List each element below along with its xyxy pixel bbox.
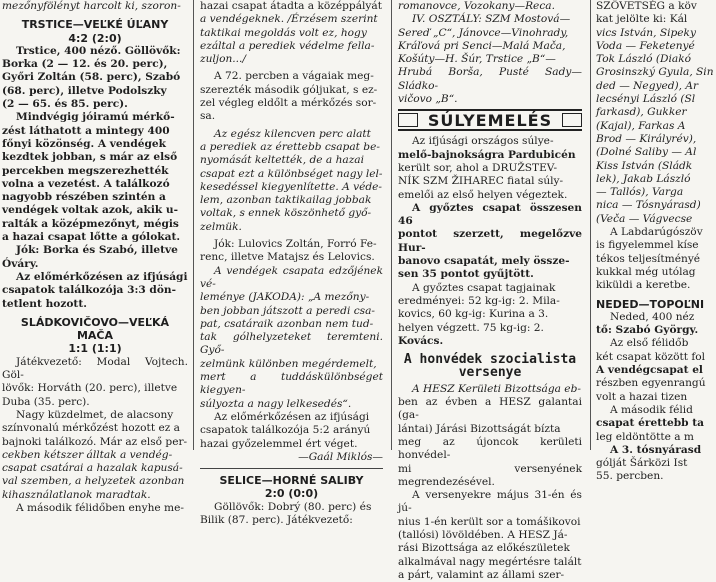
text-line: zuljon.../ xyxy=(200,53,246,66)
text-line: tetlent hozott. xyxy=(2,297,87,310)
text-line: tak gólhelyzeteket teremteni. Győ- xyxy=(200,331,383,357)
column-2 xyxy=(200,0,383,526)
text-line: vičovo „B“. xyxy=(398,93,458,106)
article-paragraph xyxy=(200,70,383,123)
article-paragraph xyxy=(200,411,383,451)
text-line: rási Bizottsága az előkészületek xyxy=(398,542,570,555)
column-3 xyxy=(398,0,582,581)
text-line: Hrubá Borša, Pusté Sady—Sládko- xyxy=(398,66,582,92)
text-line: szerezték második góljukat, s ez- xyxy=(200,83,378,96)
text-line: zel végleg eldőlt a mérkőzés sor- xyxy=(200,97,377,110)
article-paragraph xyxy=(200,128,383,234)
text-line: romanovce, Vozokany—Reca. xyxy=(398,0,555,12)
text-line: zelmünk különben megérdemelt, xyxy=(200,357,377,370)
article-paragraph xyxy=(2,111,188,271)
text-line: Óváry. xyxy=(2,257,39,270)
match-title: SELICE—HORNÉ SALIBY xyxy=(219,474,364,488)
text-line: gólját Šárközi Ist xyxy=(596,457,688,470)
text-line: Neded, 400 néz xyxy=(610,310,695,323)
text-line: val szemben, a helyzetek azonban xyxy=(2,475,185,488)
text-line: ded — Negyed), Ar xyxy=(596,79,699,92)
text-line: lem, azonban taktikailag jobbak xyxy=(200,194,372,207)
text-line: alkalmával nagy megértésre talált xyxy=(398,555,582,568)
article-headline: A honvédek szocialista versenye xyxy=(403,352,577,381)
text-line: Az egész kilencven perc alatt xyxy=(214,127,371,140)
text-line: két csapat között fol xyxy=(596,350,706,363)
article-paragraph xyxy=(200,0,383,66)
text-line: Göllövők: Dobrý (80. perc) és xyxy=(214,500,372,513)
text-line: Kráľová pri Senci—Malá Mača, xyxy=(398,39,566,52)
text-line: bajnoki találkozó. Már az első per- xyxy=(2,435,188,448)
match-title: SLÁDKOVIČOVO—VEĽKÁ MAČA xyxy=(20,315,170,343)
text-line: banovo csapatát, mely össze- xyxy=(398,255,570,268)
section-header xyxy=(398,109,582,131)
text-line: zést láthatott a mintegy 400 xyxy=(2,124,170,137)
text-line: Az előmérkőzésen az ifjúsági xyxy=(16,270,188,283)
text-line: A 72. percben a vágaiak meg- xyxy=(214,70,374,83)
match-title: TRSTICE—VEĽKÉ ÚĽANY xyxy=(21,18,169,32)
article-paragraph xyxy=(2,271,188,311)
text-line: (Kajal), Farkas A xyxy=(596,119,686,132)
text-line: Voda — Feketenyé xyxy=(596,39,695,52)
text-line: lek), Jakab László xyxy=(596,172,691,185)
text-line: lecsényi László (Sl xyxy=(596,93,696,106)
text-line: színvonalú mérkőzést hozott ez a xyxy=(2,422,180,435)
text-line: lántai) Járási Bizottságát bízta xyxy=(398,422,561,435)
article-paragraph xyxy=(200,265,383,411)
text-line: meg az újoncok kerületi honvédel- xyxy=(398,435,582,462)
column-1 xyxy=(2,0,188,514)
text-line: ben az évben a HESZ galantai (ga- xyxy=(398,396,582,422)
text-line: lövők: Horváth (20. perc), illetve xyxy=(2,382,178,395)
text-line: A HESZ Kerületi Bizottsága eb- xyxy=(412,382,581,395)
text-line: tő: Szabó György. xyxy=(596,324,699,337)
text-line: csapatok találkozója 3:3 dön- xyxy=(2,284,176,297)
text-line: hazai csapat átadta a középpályát xyxy=(200,0,382,12)
text-line: (Veča — Vágvecse xyxy=(596,212,693,225)
column-rule xyxy=(391,0,392,450)
text-line: leménye (JAKODA): „A mezőny- xyxy=(200,291,370,304)
text-line: súlyozta a nagy lelkesedés“. xyxy=(200,397,352,410)
text-line: (2 — 65. és 85. perc). xyxy=(2,98,128,111)
text-line: A győztes csapat összesen 46 xyxy=(398,201,582,228)
text-line: kezdtek jobban, s már az első xyxy=(2,151,178,164)
text-line: — Tallós), Varga xyxy=(596,186,684,199)
text-line: vendégek voltak azok, akik u- xyxy=(2,204,178,217)
text-line: Az ifjúsági országos súlye- xyxy=(412,135,554,148)
text-line: mi versenyének megrendezésével. xyxy=(398,462,582,488)
text-line: Mindvégig jóiramú mérkő- xyxy=(16,111,175,124)
text-line: SZÖVETSÉG a köv xyxy=(596,0,697,12)
text-line: A versenyekre május 31-én és jú- xyxy=(398,489,582,515)
text-line: Duba (35. perc). xyxy=(2,395,90,408)
text-line: A második félid xyxy=(610,403,693,416)
text-line: a perediek az érettebb csapat be- xyxy=(200,140,380,153)
text-line: sa. xyxy=(200,110,216,123)
match-score: 1:1 (1:1) xyxy=(68,342,122,356)
text-line: mezőnyfölényt harcolt ki, szoron- xyxy=(2,0,181,12)
text-line: kat jelölte ki: Kál xyxy=(596,13,688,26)
text-line: percekben megszerezhették xyxy=(2,164,169,177)
text-line: volt a hazai tizen xyxy=(596,390,688,403)
text-line: kiküldi a keretbe. xyxy=(596,279,691,292)
match-summary xyxy=(200,501,383,528)
text-line: 55. percben. xyxy=(596,470,664,483)
text-line: kesedéssel kiegyenlítette. A véde- xyxy=(200,180,383,193)
text-line: NÍK SZM ŽIHAREC fiatal súly- xyxy=(398,175,564,188)
text-line: csapat ezt a különbséget nagy lel- xyxy=(200,167,383,180)
text-line: nyomását keltették, de a hazai xyxy=(200,154,364,167)
text-line: A Labdarúgószöv xyxy=(610,226,703,239)
match-title: NEDED—TOPOĽNI xyxy=(596,297,705,311)
text-line: is figyelemmel kíse xyxy=(596,239,699,252)
column-4 xyxy=(596,0,716,483)
text-line: (tallósi) lövöldében. A HESZ Já- xyxy=(398,528,568,541)
text-line: a hazai csapat lőtte a gólokat. xyxy=(2,231,181,244)
text-line: Sereď „C“, Jánovce—Vinohrady, xyxy=(398,26,569,39)
text-line: renc, illetve Matajsz és Lelovics. xyxy=(200,251,375,264)
text-line: Brod — Királyrév), xyxy=(596,132,697,145)
text-line: voltak, s ennek köszönhető győ- xyxy=(200,207,372,220)
decorative-box-icon xyxy=(398,113,418,127)
text-line: kukkal még utólag xyxy=(596,265,696,278)
text-line: Nagy küzdelmet, de alacsony xyxy=(16,408,174,421)
text-line: A 3. tósnyárasd xyxy=(610,443,702,456)
text-line: helyen végzett. 75 kg-ig: 2. xyxy=(398,321,544,334)
text-line: A győztes csapat tagjainak xyxy=(412,281,556,294)
text-line: cekben kétszer álltak a vendég- xyxy=(2,448,173,461)
text-line: Košúty—H. Šúr, Trstice „B“— xyxy=(398,53,556,66)
text-line: Trstice, 400 néző. Göllövők: xyxy=(16,44,181,57)
text-line: zelmük. xyxy=(200,220,242,233)
text-line: Kovács. xyxy=(398,334,444,347)
match-score: 2:0 (0:0) xyxy=(264,487,319,501)
article-paragraph xyxy=(2,409,188,515)
article-paragraph xyxy=(596,0,716,293)
text-line: eredményei: 52 kg-ig: 2. Mila- xyxy=(398,294,560,307)
text-line: Bilik (87. perc). Játékvezető: xyxy=(200,513,353,526)
text-line: a párt, valamint az állami szer- xyxy=(398,568,565,581)
text-line: Grosinszký Gyula, Sin xyxy=(596,66,714,79)
article-paragraph xyxy=(398,202,582,282)
text-line: (Dolné Saliby — Al xyxy=(596,146,697,159)
text-line: Játékvezető: Modal Vojtech. Göl- xyxy=(2,355,188,382)
text-line: A második félidőben enyhe me- xyxy=(16,501,184,514)
text-line: mert a tuddáskülönbséget kiegyen- xyxy=(200,371,383,397)
section-divider xyxy=(200,468,383,469)
decorative-box-icon xyxy=(562,113,582,127)
text-line: csapatok találkozója 5:2 arányú xyxy=(200,424,371,437)
text-line: nica — Tósnyárasd) xyxy=(596,199,701,212)
column-rule xyxy=(590,0,591,450)
text-line: IV. OSZTÁLY: SZM Mostová— xyxy=(412,13,571,26)
text-line: sen 35 pontot gyűjtött. xyxy=(398,268,534,281)
text-line: hazai győzelemmel ért véget. xyxy=(200,437,358,450)
fixture-list xyxy=(398,0,582,106)
text-line: pat, csatáraik azonban nem tud- xyxy=(200,317,374,330)
match-score: 4:2 (2:0) xyxy=(68,31,122,45)
text-line: ralták a középmezőnyt, mégis xyxy=(2,217,179,230)
text-line: kovics, 60 kg-ig: Kurina a 3. xyxy=(398,308,549,321)
article-paragraph xyxy=(398,135,582,201)
text-line: a vendégeknek. /Érzésem szerint xyxy=(200,13,378,26)
text-line: részben egyenrangú xyxy=(596,377,706,390)
text-line: Jók: Lulovics Zoltán, Forró Fe- xyxy=(214,238,377,251)
text-line: tékos teljesítményé xyxy=(596,252,701,265)
author-signature: —Gaál Miklós— xyxy=(298,450,383,463)
text-line: főnyi közönség. A vendégek xyxy=(2,137,167,150)
match-summary xyxy=(2,45,188,111)
section-title: SÚLYEMELÉS xyxy=(427,110,553,130)
text-line: Kiss István (Sládk xyxy=(596,159,693,172)
text-line: Győri Zoltán (58. perc), Szabó xyxy=(2,71,181,84)
text-line: pontot szerzett, megelőzve Hur- xyxy=(398,228,582,254)
match-summary xyxy=(2,356,188,409)
text-line: Az előmérkőzésen az ifjúsági xyxy=(214,410,370,423)
text-line: A vendégcsapat el xyxy=(596,364,703,377)
text-line: A vendégek csapata edzőjének vé- xyxy=(200,264,383,290)
text-line: Borka (2 — 12. és 20. perc), xyxy=(2,58,168,71)
article-paragraph xyxy=(398,282,582,348)
column-rule xyxy=(193,0,194,450)
text-line: volna a vezetést. A találkozó xyxy=(2,177,170,190)
text-line: nius 1-én került sor a tomášikovoi xyxy=(398,515,581,528)
text-line: csapat csatárai a hazalak kapusá- xyxy=(2,462,183,475)
article-paragraph xyxy=(398,383,582,582)
text-line: Az első félidőb xyxy=(610,337,689,350)
article-paragraph xyxy=(596,311,716,484)
text-line: ben jobban játszott a peredi csa- xyxy=(200,304,375,317)
text-line: Jók: Borka és Szabó, illetve xyxy=(16,244,178,257)
text-line: (68. perc), illetve Podolszky xyxy=(2,84,167,97)
text-line: emelői az első helyen végeztek. xyxy=(398,188,568,201)
text-line: kihasználatlanok maradtak. xyxy=(2,488,151,501)
text-line: került sor, ahol a DRUŽSTEV- xyxy=(398,161,558,174)
text-line: melő-bajnokságra Pardubicén xyxy=(398,148,576,161)
text-line: Tok László (Diakó xyxy=(596,53,692,66)
text-line: csapat érettebb ta xyxy=(596,417,704,430)
text-line: farkasd), Gukker xyxy=(596,106,687,119)
article-paragraph xyxy=(200,238,383,265)
text-line: ezáltal a perediek védelme fella- xyxy=(200,39,375,52)
text-line: vics István, Sipeky xyxy=(596,26,696,39)
text-line: nagyobb részében szintén a xyxy=(2,191,166,204)
text-line: taktikai megoldás volt ez, hogy xyxy=(200,26,367,39)
text-line: leg eldöntötte a m xyxy=(596,430,694,443)
